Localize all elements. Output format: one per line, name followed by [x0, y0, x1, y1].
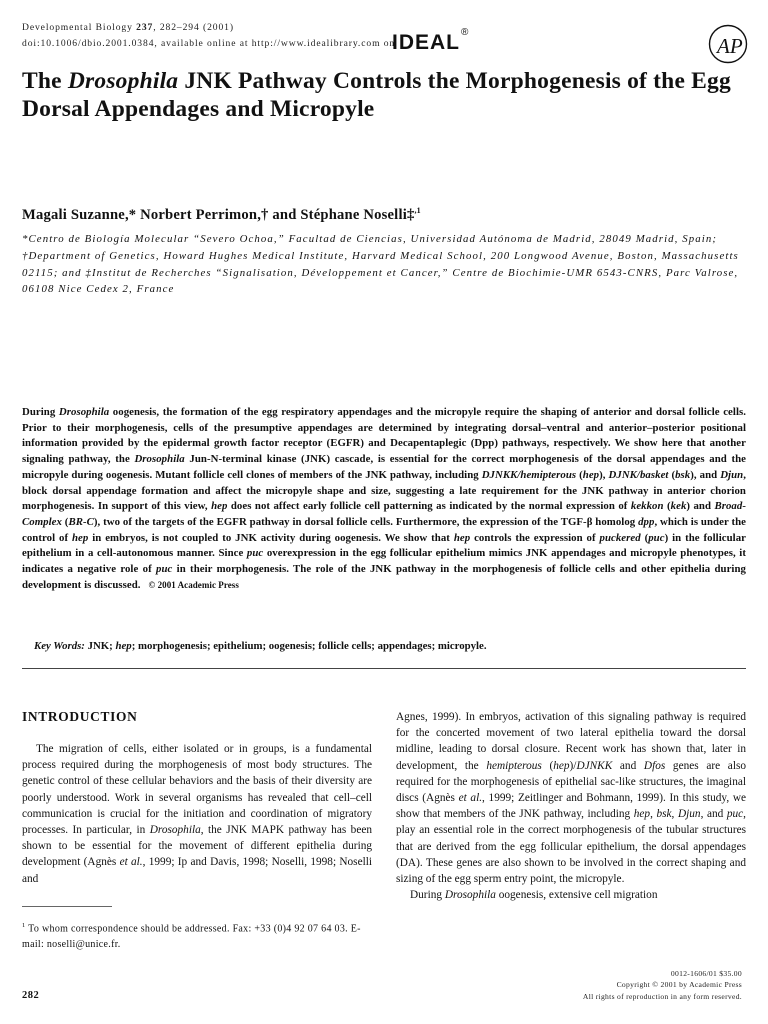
author-list: Magali Suzanne,* Norbert Perrimon,† and Stéphane Noselli‡$^{,1}$ — [22, 206, 421, 223]
journal-volume: 237 — [136, 22, 154, 33]
rights-statement: All rights of reproduction in any form reserved. — [582, 991, 742, 1001]
doi-line: doi:10.1006/dbio.2001.0384, available online at http://www.idealibrary.com on — [22, 38, 396, 49]
abstract: During Drosophila oogenesis, the formation of the egg respiratory appendages and the micropyle require the shaping of anterior and dorsal follicle cells. Prior to their morphogenesis, cells of the presumptive appendages are determined by integrating dorsal–ventral and anterior–posterior positional information provided by the epidermal growth factor receptor (EGFR) and Decapentaplegic (Dpp) pathways, respectively. We show here that another signaling pathway, the Drosophila Jun-N-terminal kinase (JNK) cascade, is essential for the correct morphogenesis of the dorsal appendages and the micropyle during oogenesis. Mutant follicle cell clones of members of the JNK pathway, including DJNKK/hemipterous (hep), DJNK/basket (bsk), and Djun, block dorsal appendage formation and affect the micropyle shape and size, suggesting a late requirement for the JNK pathway in anterior chorion morphogenesis. In support of this view, hep does not affect early follicle cell patterning as indicated by the normal expression of kekkon (kek) and Broad-Complex (BR-C), two of the targets of the EGFR pathway in dorsal follicle cells. Furthermore, the expression of the TGF-β homolog dpp, which is under the control of hep in embryos, is not coupled to JNK activity during oogenesis. We show that hep controls the expression of puckered (puc) in the follicular epithelium in a cell-autonomous manner. Since puc overexpression in the egg follicular epithelium mimics JNK appendages and micropyle phenotypes, it indicates a negative role of puc in their morphogenesis. The role of the JNK pathway in the morphogenesis of follicle cells and other epithelia during development is discussed. © 2001 Academic Press — [22, 406, 747, 591]
intro-paragraph-2: During Drosophila oogenesis, extensive cell migration — [410, 889, 658, 902]
keywords: Key Words: JNK; hep; morphogenesis; epithelium; oogenesis; follicle cells; appendages; micropyle. — [34, 640, 487, 652]
journal-citation: Developmental Biology 237, 282–294 (2001) doi:10.1006/dbio.2001.0384, available online at http://www.idealibrary.com on — [22, 22, 396, 49]
intro-paragraph-1: The migration of cells, either isolated or in groups, is a fundamental process required during the morphogenesis of most body structures. The genetic control of these cellular behaviors and the basis of their diversity are poorly understood. Work in several organisms has revealed that cell–cell communication is crucial for the initiation and coordination of migratory processes. In particular, in Drosophila, the JNK MAPK pathway has been shown to be essential for the movement of different epithelia during development (Agnès et al., 1999; Ip and Davis, 1998; Noselli, 1998; Noselli and — [22, 743, 373, 885]
introduction-left-column — [22, 741, 372, 887]
article-title: The Drosophila JNK Pathway Controls the Morphogenesis of the Egg Dorsal Appendages and Micropyle — [22, 68, 731, 122]
publisher-copyright: Copyright © 2001 by Academic Press — [616, 980, 742, 990]
publisher-info — [440, 968, 742, 1002]
academic-press-logo-icon — [708, 24, 748, 64]
registered-mark: ® — [461, 27, 470, 38]
author-footnote-marker: ,1 — [414, 206, 421, 215]
footnote-marker: 1 — [22, 922, 26, 929]
price-code: 0012-1606/01 $35.00 — [670, 969, 742, 978]
page-number: 282 — [22, 990, 40, 1001]
ideal-logo: IDEAL® — [392, 27, 470, 54]
ap-logo-text: AP — [717, 34, 743, 58]
intro-paragraph-1-continued: Agnes, 1999). In embryos, activation of this signaling pathway is required for the concerted movement of two lateral epithelia toward the dorsal midline, leading to dorsal closure. Recent work has shown that, later in development, the hemipterous (hep)/DJNKK and Dfos genes are also required for the morphogenesis of epithelial sac-like structures, the imaginal discs (Agnès et al., 1999; Zeitlinger and Bohmann, 1999). In this study, we show that members of the JNK pathway, including hep, bsk, Djun, and puc, play an essential role in the correct morphogenesis of the tubular structures that are derived from the egg follicular epithelium, the dorsal appendages (DA). These genes are also shown to be involved in the correct shaping and sizing of the egg sperm entry point, the micropyle. — [396, 711, 746, 886]
abstract-copyright: © 2001 Academic Press — [148, 579, 239, 590]
section-divider — [22, 668, 746, 669]
author-affiliations: *Centro de Biología Molecular “Severo Ochoa,” Facultad de Ciencias, Universidad Autónoma de Madrid, 28049 Madrid, Spain; †Department of Genetics, Howard Hughes Medical Institute, Harvard Medical School, 200 Longwood Avenue, Boston, Massachusetts 02115; and ‡Institut de Recherches “Signalisation, Développement et Cancer,” Centre de Biochimie-UMR 6543-CNRS, Parc Valrose, 06108 Nice Cedex 2, France — [22, 233, 739, 296]
introduction-right-column — [396, 709, 746, 903]
footnote-divider — [22, 906, 112, 907]
keywords-label: Key Words: — [34, 640, 85, 652]
introduction-heading: INTRODUCTION — [22, 709, 138, 724]
correspondence-footnote: $^1$ To whom correspondence should be addressed. Fax: +33 (0)4 92 07 64 03. E-mail: noselli@unice.fr. — [22, 922, 361, 950]
